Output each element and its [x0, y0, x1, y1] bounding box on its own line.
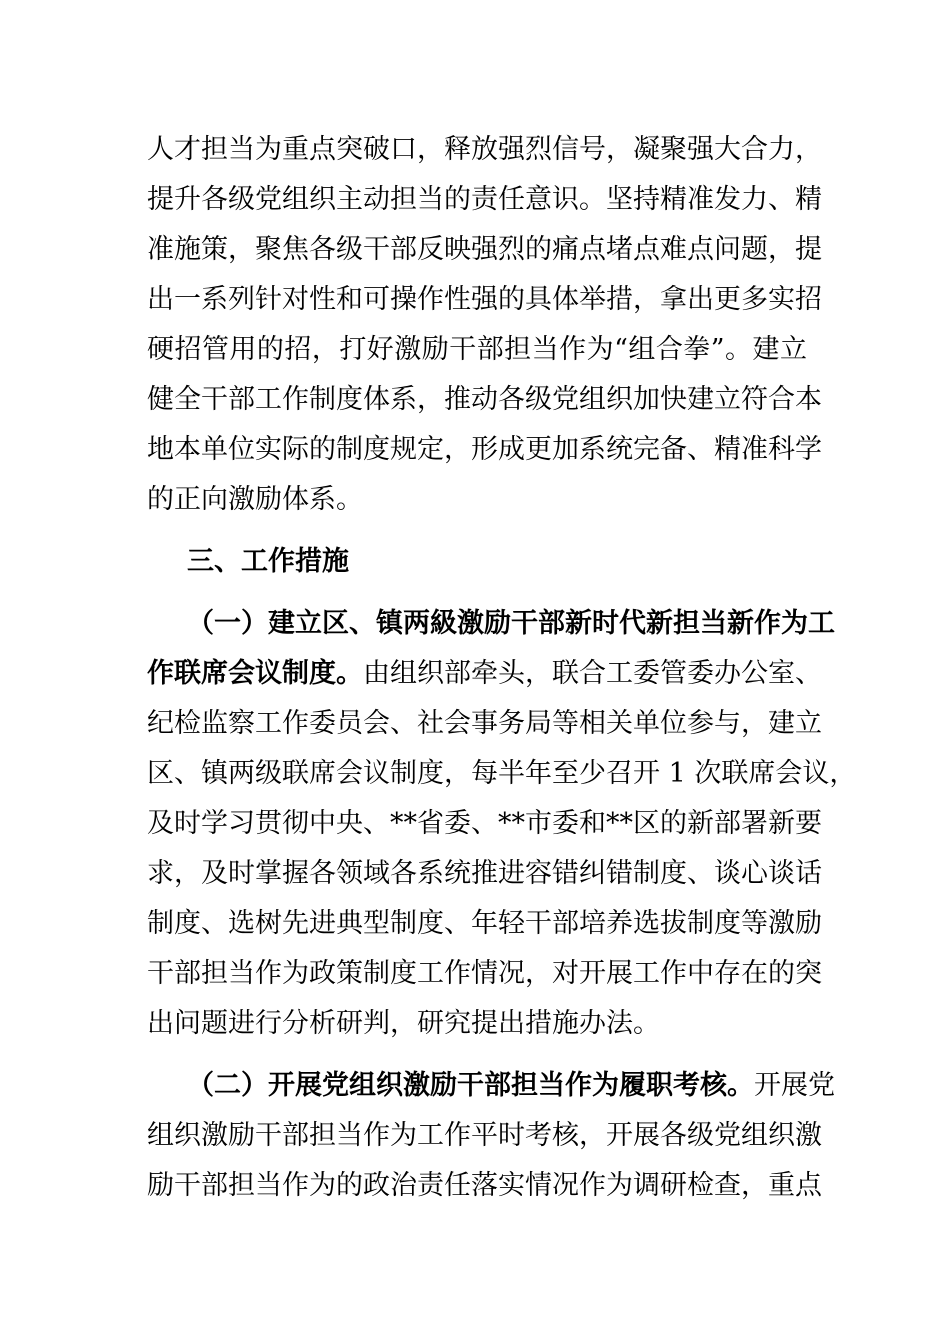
item-title-mixed-line	[147, 656, 822, 692]
body-text-line: 硬招管用的招，打好激励干部担当作为“组合拳”。建立	[147, 334, 807, 365]
body-text-line: 提升各级党组织主动担当的责任意识。坚持精准发力、精	[147, 184, 822, 215]
body-text-line: 的正向激励体系。	[147, 484, 363, 515]
body-text-line: 准施策，聚焦各级干部反映强烈的痛点堵点难点问题，提	[147, 234, 822, 265]
body-text-line: 制度、选树先进典型制度、年轻干部培养选拔制度等激励	[147, 908, 822, 939]
body-text-line: 地本单位实际的制度规定，形成更加系统完备、精准科学	[147, 434, 822, 465]
item-title-rest: 由组织部牵头，联合工委管委办公室、	[363, 658, 822, 689]
item-title-rest: 开展党	[754, 1070, 835, 1101]
item-title-line: （一）建立区、镇两級激励干部新时代新担当新作为工	[187, 608, 835, 639]
item-title-bold: 作联席会议制度。	[147, 658, 363, 689]
body-text-line: 及时学习贯彻中央、**省委、**市委和**区的新部署新要	[147, 808, 822, 839]
body-text-line: 区、镇两级联席会议制度，每半年至少召开 1 次联席会议，	[147, 758, 857, 789]
body-text-line: 纪检监察工作委员会、社会事务局等相关单位参与，建立	[147, 708, 822, 739]
body-text-line: 励干部担当作为的政治责任落实情况作为调研检查，重点	[147, 1170, 822, 1201]
item-title-bold: （二）开展党组织激励干部担当作为履职考核。	[187, 1070, 754, 1101]
body-text-line: 人才担当为重点突破口，释放强烈信号，凝聚强大合力，	[147, 134, 822, 165]
item-title-mixed-line	[187, 1068, 835, 1104]
body-text-line: 出问题进行分析研判，研究提出措施办法。	[147, 1008, 660, 1039]
body-text-line: 健全干部工作制度体系，推动各级党组织加快建立符合本	[147, 384, 822, 415]
body-text-line: 干部担当作为政策制度工作情况，对开展工作中存在的突	[147, 958, 822, 989]
section-heading: 三、工作措施	[187, 546, 349, 577]
body-text-line: 出一系列针对性和可操作性强的具体举措，拿出更多实招	[147, 284, 822, 315]
body-text-line: 求，及时掌握各领域各系统推进容错纠错制度、谈心谈话	[147, 858, 822, 889]
body-text-line: 组织激励干部担当作为工作平时考核，开展各级党组织激	[147, 1120, 822, 1151]
